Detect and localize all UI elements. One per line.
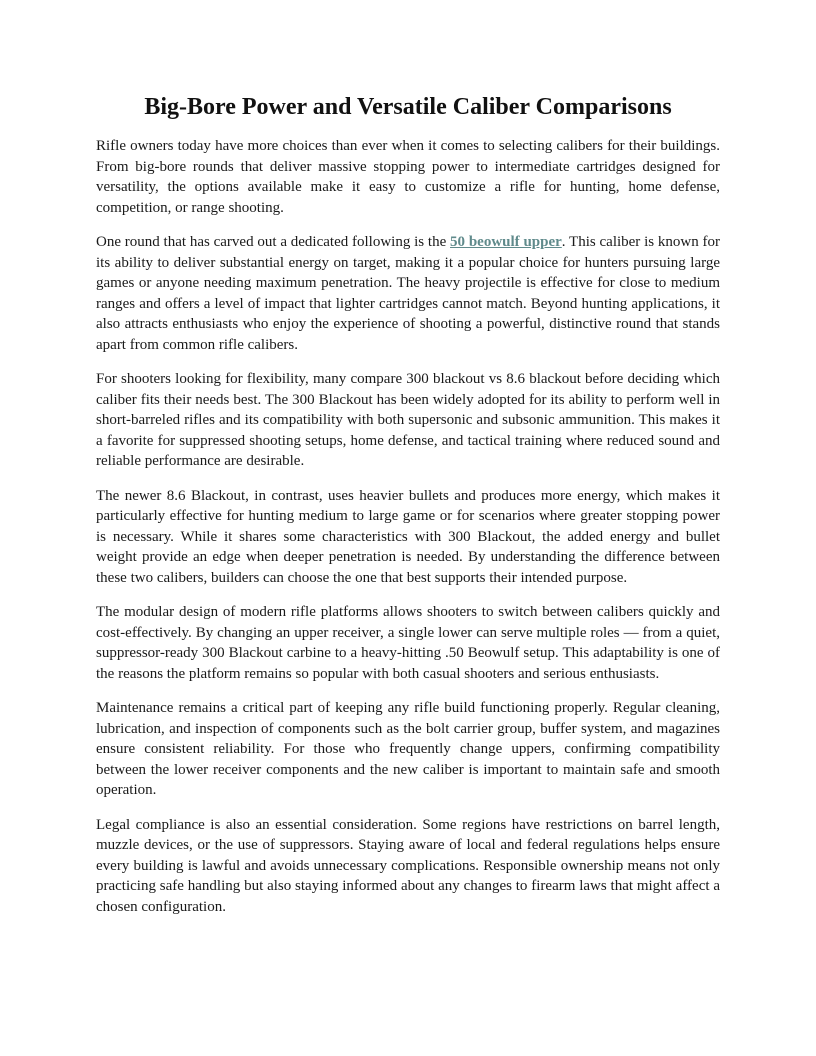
- beowulf-upper-link[interactable]: 50 beowulf upper: [450, 234, 562, 250]
- paragraph-86-blackout: The newer 8.6 Blackout, in contrast, uses heavier bullets and produces more energy, which makes it particularly effective for hunting medium to large game or for scenarios where greater stopping power is necessary. While it shares some characteristics with 300 Blackout, the added energy and bullet weight provide an edge when deeper penetration is needed. By understanding the difference between these two calibers, builders can choose the one that best supports their intended purpose.: [96, 487, 720, 586]
- paragraph-blackout-compare: For shooters looking for flexibility, many compare 300 blackout vs 8.6 blackout before deciding which caliber fits their needs best. The 300 Blackout has been widely adopted for its ability to perform well in short-barreled rifles and its compatibility with both supersonic and subsonic ammunition. This makes it a favorite for suppressed shooting setups, home defense, and tactical training where reduced sound and reliable performance are desirable.: [96, 371, 720, 469]
- page-title: Big-Bore Power and Versatile Caliber Comparisons: [144, 94, 672, 120]
- paragraph-maintenance: Maintenance remains a critical part of keeping any rifle build functioning properly. Regular cleaning, lubrication, and inspection of components such as the bolt carrier group, buffer system, and magazines ensure consistent reliability. For those who frequently change uppers, confirming compatibility between the lower receiver components and the new caliber is important to maintain safe and smooth operation.: [96, 700, 720, 798]
- paragraph-beowulf: [96, 232, 720, 355]
- paragraph-beowulf-lead: One round that has carved out a dedicated following is the: [96, 234, 451, 250]
- document-page: [96, 92, 720, 931]
- paragraph-beowulf-rest: . This caliber is known for its ability to deliver substantial energy on target, making it a popular choice for hunters pursuing large games or anyone needing maximum penetration. The heavy projectile is effective for close to medium ranges and offers a level of impact that lighter cartridges cannot match. Beyond hunting applications, it also attracts enthusiasts who enjoy the experience of shooting a powerful, distinctive round that stands apart from common rifle calibers.: [96, 234, 720, 353]
- paragraph-legal: Legal compliance is also an essential consideration. Some regions have restrictions on barrel length, muzzle devices, or the use of suppressors. Staying aware of local and federal regulations helps ensure every building is lawful and avoids unnecessary complications. Responsible ownership means not only practicing safe handling but also staying informed about any changes to firearm laws that might affect a chosen configuration.: [96, 816, 720, 915]
- paragraph-modular-design: The modular design of modern rifle platforms allows shooters to switch between calibers quickly and cost-effectively. By changing an upper receiver, a single lower can serve multiple roles — from a quiet, suppressor-ready 300 Blackout carbine to a heavy-hitting .50 Beowulf setup. This adaptability is one of the reasons the platform remains so popular with both casual shooters and serious enthusiasts.: [96, 604, 720, 682]
- paragraph-intro: Rifle owners today have more choices than ever when it comes to selecting calibers for their buildings. From big-bore rounds that deliver massive stopping power to intermediate cartridges designed for versatility, the options available make it easy to customize a rifle for hunting, home defense, competition, or range shooting.: [96, 138, 720, 216]
